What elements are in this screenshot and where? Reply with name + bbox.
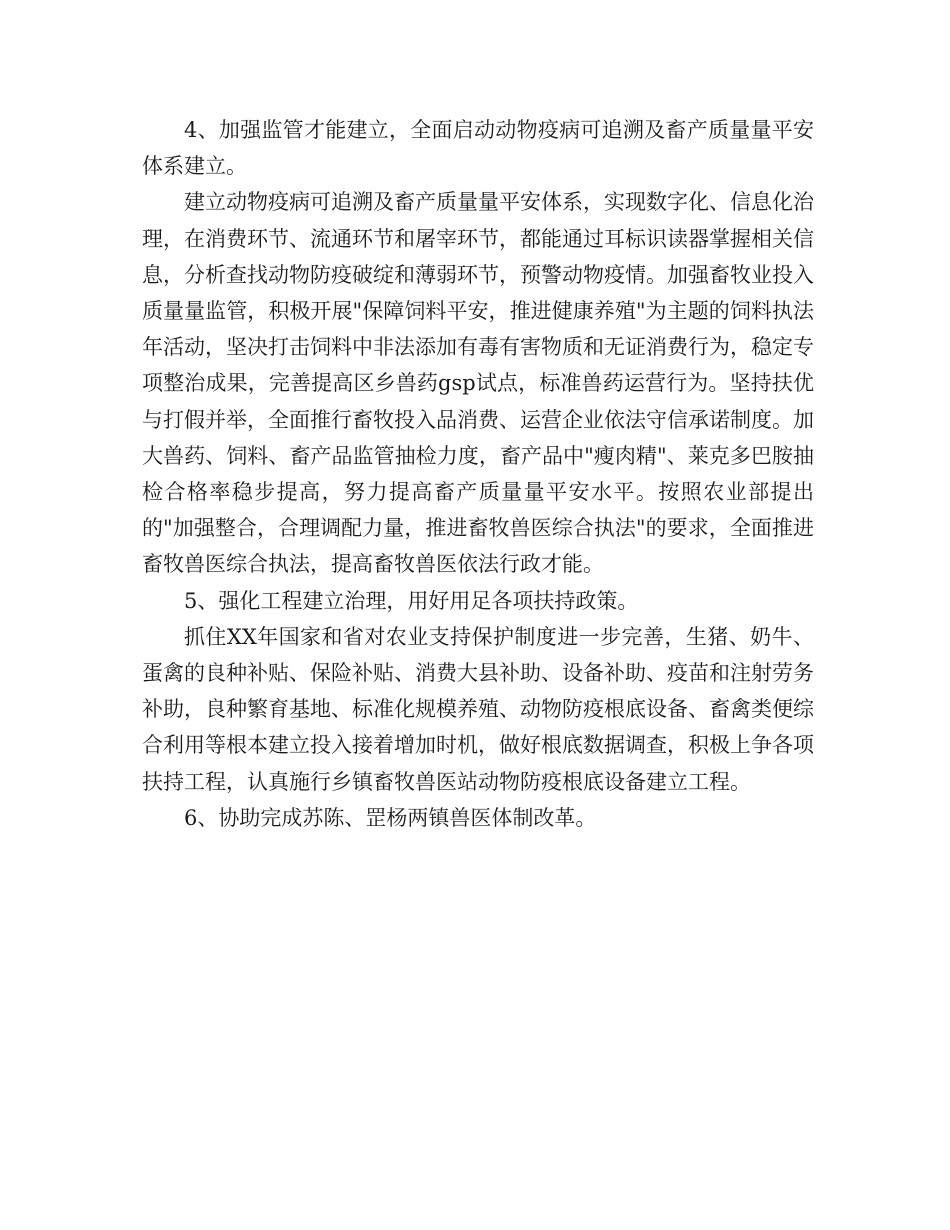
paragraph-item-6-heading: 6、协助完成苏陈、罡杨两镇兽医体制改革。 <box>184 805 597 830</box>
document-body <box>142 112 814 836</box>
paragraph-item-5-heading: 5、强化工程建立治理，用好用足各项扶持政策。 <box>184 588 639 613</box>
paragraph-support-policies: 抓住XX年国家和省对农业支持保护制度进一步完善，生猪、奶牛、蛋禽的良种补贴、保险补贴、消费大县补助、设备补助、疫苗和注射劳务补助，良种繁育基地、标准化规模养殖、动物防疫根底设备、畜禽类便综合利用等根本建立投入接着增加时机，做好根底数据调查，积极上争各项扶持工程，认真施行乡镇畜牧兽医站动物防疫根底设备建立工程。 <box>142 624 814 794</box>
paragraph-item-4-heading: 4、加强监管才能建立，全面启动动物疫病可追溯及畜产质量量平安体系建立。 <box>142 118 814 179</box>
paragraph-traceability-system: 建立动物疫病可追溯及畜产质量量平安体系，实现数字化、信息化治理，在消费环节、流通环节和屠宰环节，都能通过耳标识读器掌握相关信息，分析查找动物防疫破绽和薄弱环节，预警动物疫情。加强畜牧业投入质量量监管，积极开展"保障饲料平安，推进健康养殖"为主题的饲料执法年活动，坚决打击饲料中非法添加有毒有害物质和无证消费行为，稳定专项整治成果，完善提高区乡兽药gsp试点，标准兽药运营行为。坚持扶优与打假并举，全面推行畜牧投入品消费、运营企业依法守信承诺制度。加大兽药、饲料、畜产品监管抽检力度，畜产品中"瘦肉精"、莱克多巴胺抽检合格率稳步提高，努力提高畜产质量量平安水平。按照农业部提出的"加强整合，合理调配力量，推进畜牧兽医综合执法"的要求，全面推进畜牧兽医综合执法，提高畜牧兽医依法行政才能。 <box>142 190 814 577</box>
